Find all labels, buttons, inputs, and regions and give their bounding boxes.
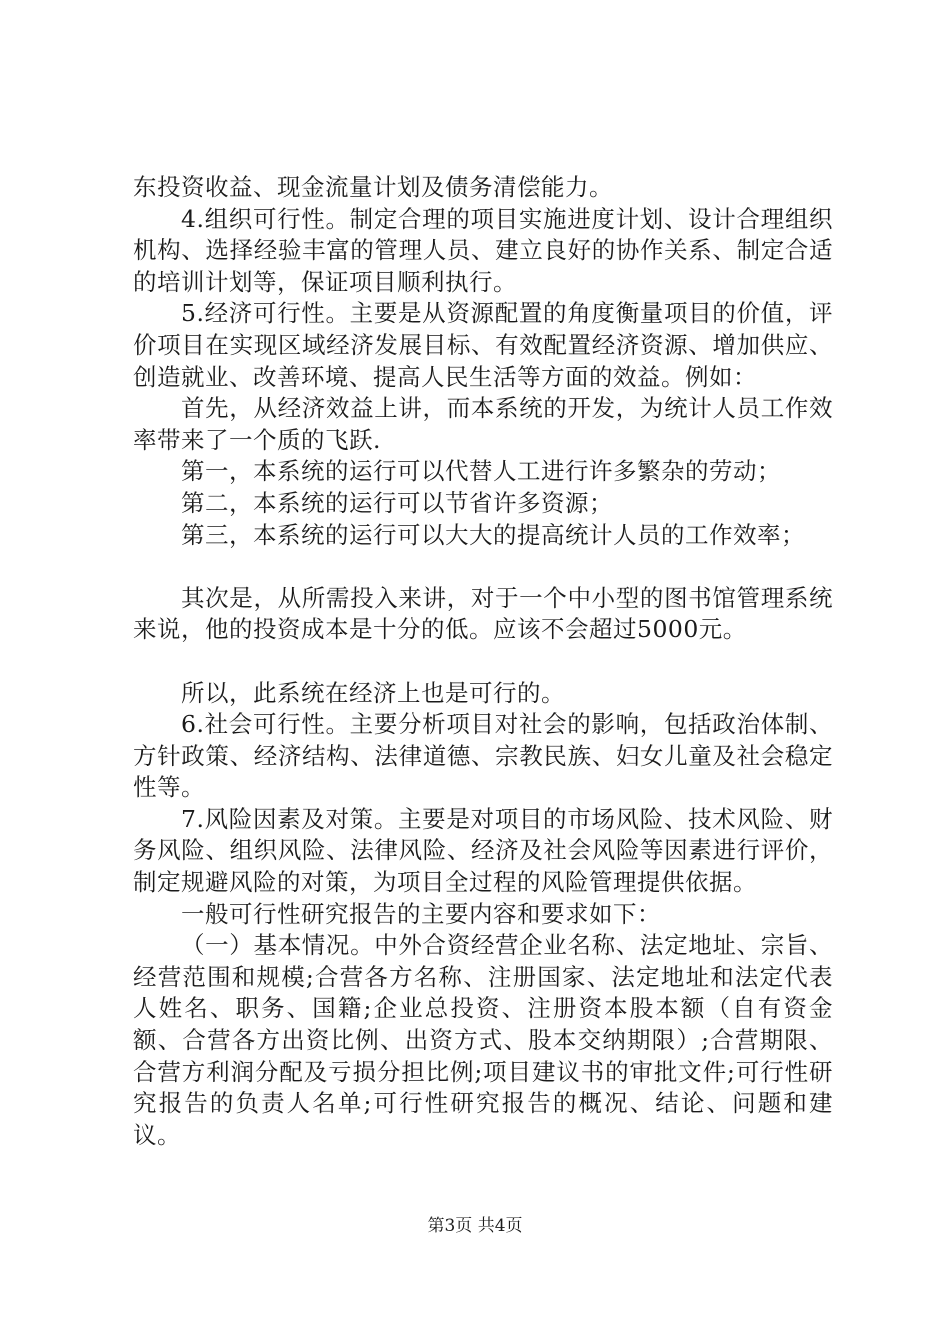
paragraph-investment-cost: 其次是，从所需投入来讲，对于一个中小型的图书馆管理系统来说，他的投资成本是十分的低。应该不会超过5000元。	[133, 583, 833, 644]
paragraph-continuation: 东投资收益、现金流量计划及债务清偿能力。	[133, 173, 613, 201]
paragraph-social-feasibility: 6.社会可行性。主要分析项目对社会的影响，包括政治体制、方针政策、经济结构、法律道德、宗教民族、妇女儿童及社会稳定性等。	[133, 710, 833, 802]
paragraph-organizational-feasibility: 4.组织可行性。制定合理的项目实施进度计划、设计合理组织机构、选择经验丰富的管理人员、建立良好的协作关系、制定合适的培训计划等，保证项目顺利执行。	[133, 204, 833, 296]
paragraph-report-requirements: 一般可行性研究报告的主要内容和要求如下：	[181, 899, 661, 928]
paragraph-point-two: 第二，本系统的运行可以节省许多资源；	[181, 488, 613, 517]
paragraph-point-one: 第一，本系统的运行可以代替人工进行许多繁杂的劳动；	[181, 457, 781, 486]
paragraph-risk-factors: 7.风险因素及对策。主要是对项目的市场风险、技术风险、财务风险、组织风险、法律风险、经济及社会风险等因素进行评价，制定规避风险的对策，为项目全过程的风险管理提供依据。	[133, 804, 833, 897]
paragraph-point-three: 第三，本系统的运行可以大大的提高统计人员的工作效率；	[181, 520, 805, 549]
paragraph-economic-feasibility: 5.经济可行性。主要是从资源配置的角度衡量项目的价值，评价项目在实现区域经济发展目标、有效配置经济资源、增加供应、创造就业、改善环境、提高人民生活等方面的效益。例如：	[133, 299, 833, 391]
paragraph-conclusion: 所以，此系统在经济上也是可行的。	[181, 678, 565, 707]
paragraph-first-economic-benefit: 首先，从经济效益上讲，而本系统的开发，为统计人员工作效率带来了一个质的飞跃.	[133, 394, 833, 454]
document-body	[133, 172, 833, 1151]
page-footer: 第3页 共4页	[427, 1216, 523, 1236]
paragraph-spacer	[133, 646, 833, 678]
paragraph-spacer	[133, 551, 833, 583]
paragraph-basic-information: （一）基本情况。中外合资经营企业名称、法定地址、宗旨、经营范围和规模;合营各方名称、注册国家、法定地址和法定代表人姓名、职务、国籍;企业总投资、注册资本股本额（自有资金额、合营各方出资比例、出资方式、股本交纳期限）;合营期限、合营方利润分配及亏损分担比例;项目建议书的审批文件;可行性研究报告的负责人名单;可行性研究报告的概况、结论、问题和建议。	[133, 931, 833, 1149]
